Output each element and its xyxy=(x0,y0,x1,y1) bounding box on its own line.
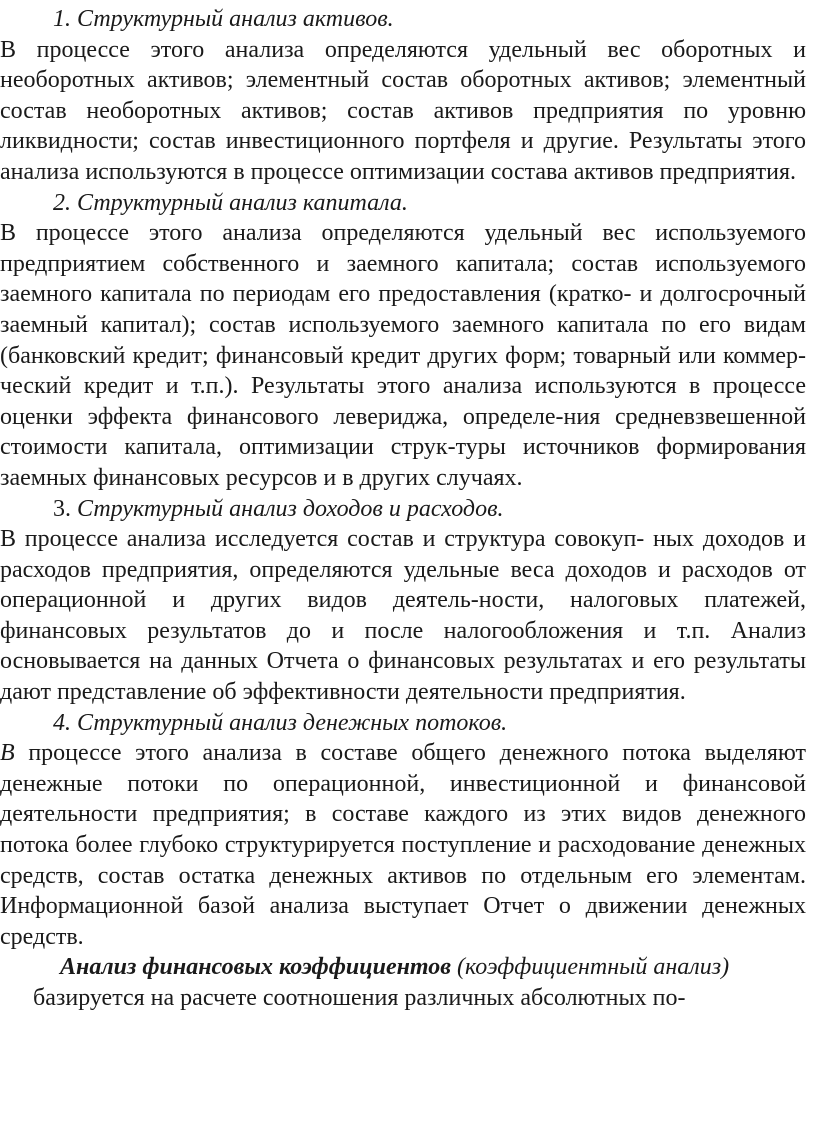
section-1-body: В процессе этого анализа определяются удельный вес оборотных и необоротных активов; элементный состав оборотных активов; элементный состав необоротных активов; состав активов предприятия по уровню ликвидности; состав инвестиционного портфеля и другие. Результаты этого анализа используются в процессе оптимизации состава активов предприятия. xyxy=(0,36,806,185)
financial-analysis-title: Анализ финансовых коэффициентов xyxy=(60,954,451,981)
section-3-title: Структурный анализ доходов и расходов. xyxy=(77,495,504,522)
section-1-number: 1. xyxy=(53,6,71,32)
financial-analysis-continuation: базируется на расчете соотношения различных абсолютных по- xyxy=(33,985,686,1011)
section-1-title: Структурный анализ активов. xyxy=(77,6,394,32)
section-3-number: 3. xyxy=(53,495,71,522)
financial-analysis-heading xyxy=(0,952,806,983)
section-4-heading xyxy=(0,708,806,739)
section-1-heading xyxy=(0,4,806,35)
section-4-body xyxy=(0,738,806,952)
section-3-body: В процессе анализа исследуется состав и структура совокуп- ных доходов и расходов предприятия, определяются удельные веса доходов и расходов от операционной и других видов деятель-ности, налоговых платежей, финансовых результатов до и после налогообложения и т.п. Анализ основывается на данных Отчета о финансовых результатах и его результаты дают представление об эффективности деятельности предприятия. xyxy=(0,526,806,706)
section-4-body-lead: В xyxy=(0,740,15,767)
section-3-heading xyxy=(0,494,806,525)
section-2-heading xyxy=(0,188,806,219)
section-2-body: В процессе этого анализа определяются удельный вес используемого предприятием собственного и заемного капитала; состав используемого заемного капитала по периодам его предоставления (кратко- и долгосрочный заемный капитал); состав используемого заемного капитала по его видам (банковский кредит; финансовый кредит других форм; товарный или коммерческий кредит и т.п.). Результаты этого анализа используются в процессе оценки эффекта финансового левериджа, определе-ния средневзвешенной стоимости капитала, оптимизации струк-туры источников формирования заемных финансовых ресурсов и в других случаях. xyxy=(0,220,806,491)
section-4-title: Структурный анализ денежных потоков. xyxy=(77,709,508,736)
section-4-number: 4. xyxy=(53,709,71,736)
section-2-number: 2. xyxy=(53,189,71,216)
section-4-body-text: процессе этого анализа в составе общего денежного потока выделяют денежные потоки по операционной, инвестиционной и финансовой деятельности предприятия; в составе каждого из этих видов денежного потока более глубоко структурируется поступление и расходование денежных средств, состав остатка денежных активов по отдельным его элементам. Информационной базой анализа выступает Отчет о движении денежных средств. xyxy=(0,740,806,950)
financial-analysis-subtitle: (коэффициентный анализ) xyxy=(457,954,730,981)
section-2-title: Структурный анализ капитала. xyxy=(77,189,408,216)
